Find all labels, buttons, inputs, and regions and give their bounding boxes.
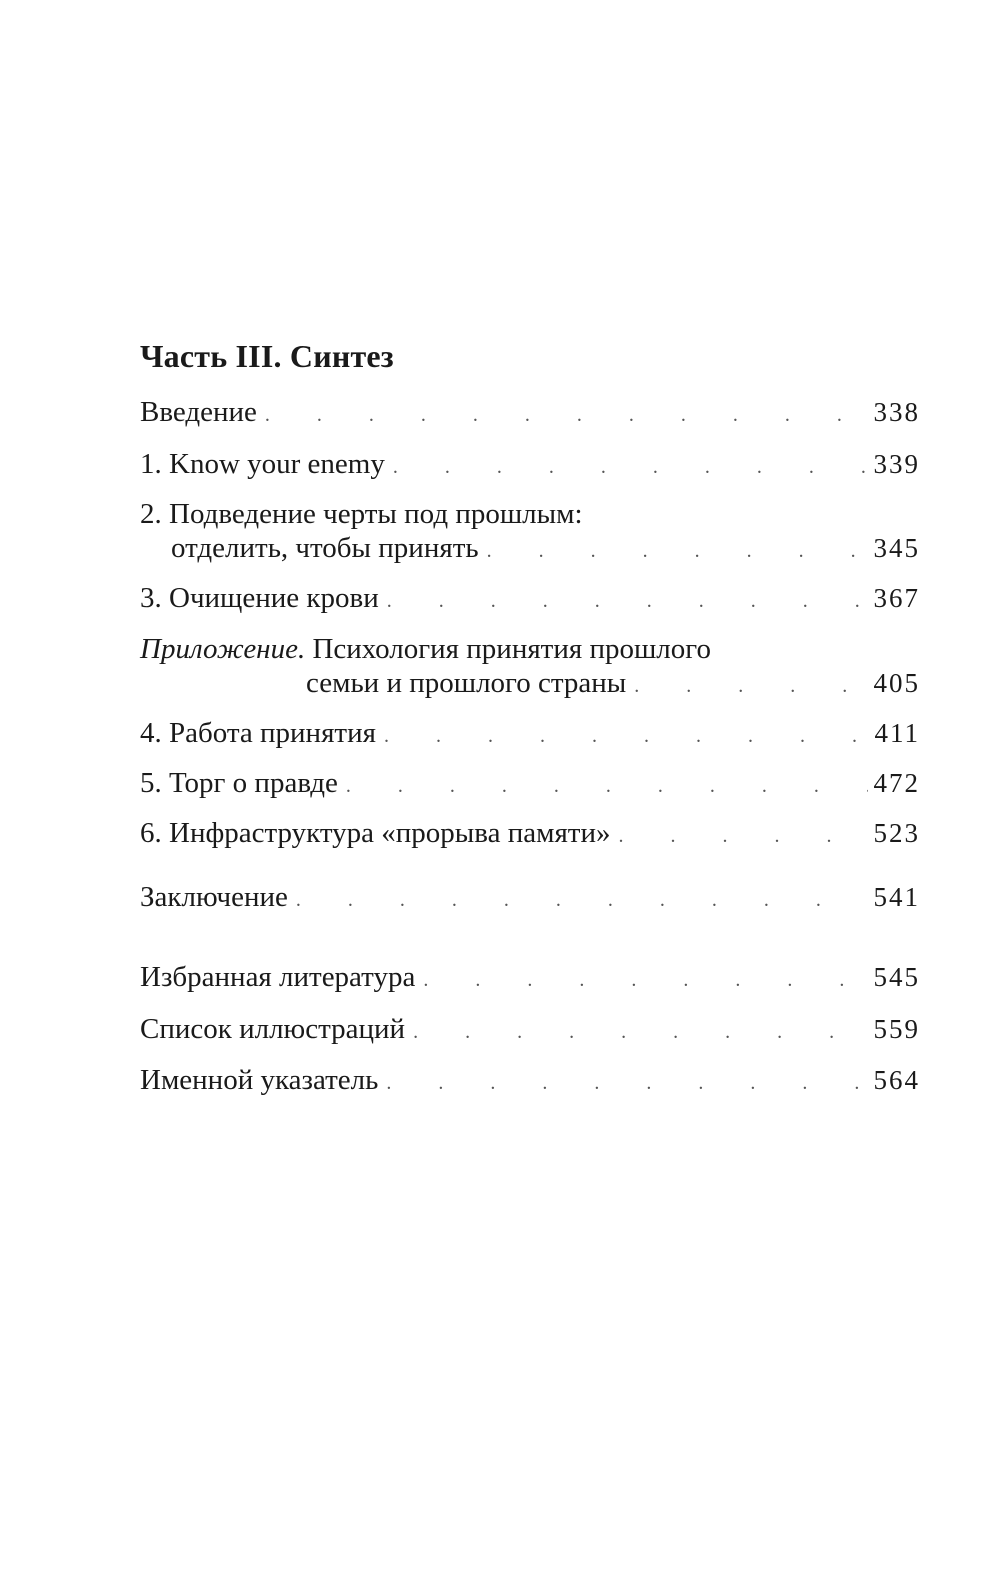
dot-leader: [386, 1066, 867, 1100]
dot-leader: [265, 398, 868, 432]
toc-entry-label-line-2: отделить, чтобы принять: [171, 532, 479, 564]
toc-page-number: 564: [873, 1065, 920, 1095]
dot-leader: [423, 963, 867, 997]
toc-entry-conclusion[interactable]: [140, 880, 920, 917]
toc-entry-bibliography[interactable]: [140, 960, 920, 997]
toc-entry-label: Именной указатель: [140, 1064, 379, 1096]
toc-entry-label: 3. Очищение крови: [140, 582, 379, 614]
toc-page-number: 545: [873, 962, 920, 992]
dot-leader: [487, 534, 868, 568]
toc-entry-chapter-1[interactable]: [140, 447, 920, 484]
toc-page-number: 541: [873, 882, 920, 912]
dot-leader: [618, 819, 867, 853]
toc-entry-illustrations[interactable]: [140, 1012, 920, 1049]
toc-page-number: 472: [873, 768, 920, 798]
toc-entry-label: Введение: [140, 396, 257, 428]
toc-page-number: 338: [873, 397, 920, 427]
toc-page-number: 405: [873, 668, 920, 698]
toc-entry-label: 4. Работа принятия: [140, 717, 376, 749]
toc-entry-label-italic: Приложение.: [140, 633, 306, 665]
dot-leader: [393, 450, 868, 484]
toc-entry-label: Заключение: [140, 881, 288, 913]
dot-leader: [634, 669, 867, 703]
toc-entry-name-index[interactable]: [140, 1063, 920, 1100]
toc-entry-label: 6. Инфраструктура «прорыва памяти»: [140, 817, 611, 849]
toc-page-number: 339: [873, 449, 920, 479]
toc-entry-appendix[interactable]: [140, 632, 920, 703]
toc-entry-label: Список иллюстраций: [140, 1013, 406, 1045]
toc-entry-introduction[interactable]: [140, 395, 920, 432]
toc-entry-chapter-3[interactable]: [140, 581, 920, 618]
toc-entry-chapter-6[interactable]: [140, 816, 920, 853]
dot-leader: [384, 719, 869, 753]
dot-leader: [296, 883, 868, 917]
toc-page-number: 345: [873, 533, 920, 563]
toc-page-number: 559: [873, 1014, 920, 1044]
toc-entry-chapter-5[interactable]: [140, 766, 920, 803]
toc-entry-label-line-1: 2. Подведение черты под прошлым:: [140, 498, 583, 530]
toc-entry-label: Избранная литература: [140, 961, 416, 993]
toc-entry-label: 5. Торг о правде: [140, 767, 338, 799]
dot-leader: [346, 769, 868, 803]
toc-page-number: 367: [873, 583, 920, 613]
dot-leader: [387, 584, 868, 618]
toc-entry-label-line-1: Психология принятия прошлого: [305, 633, 711, 665]
toc-page-number: 523: [873, 818, 920, 848]
toc-entry-chapter-4[interactable]: [140, 716, 920, 753]
toc-entry-label: 1. Know your enemy: [140, 448, 385, 480]
part-title: Часть III. Синтез: [140, 338, 394, 374]
toc-entry-label-line-2: семьи и прошлого страны: [306, 667, 627, 699]
toc-page-number: 411: [874, 718, 920, 748]
dot-leader: [413, 1015, 867, 1049]
toc-entry-chapter-2[interactable]: [140, 497, 920, 568]
